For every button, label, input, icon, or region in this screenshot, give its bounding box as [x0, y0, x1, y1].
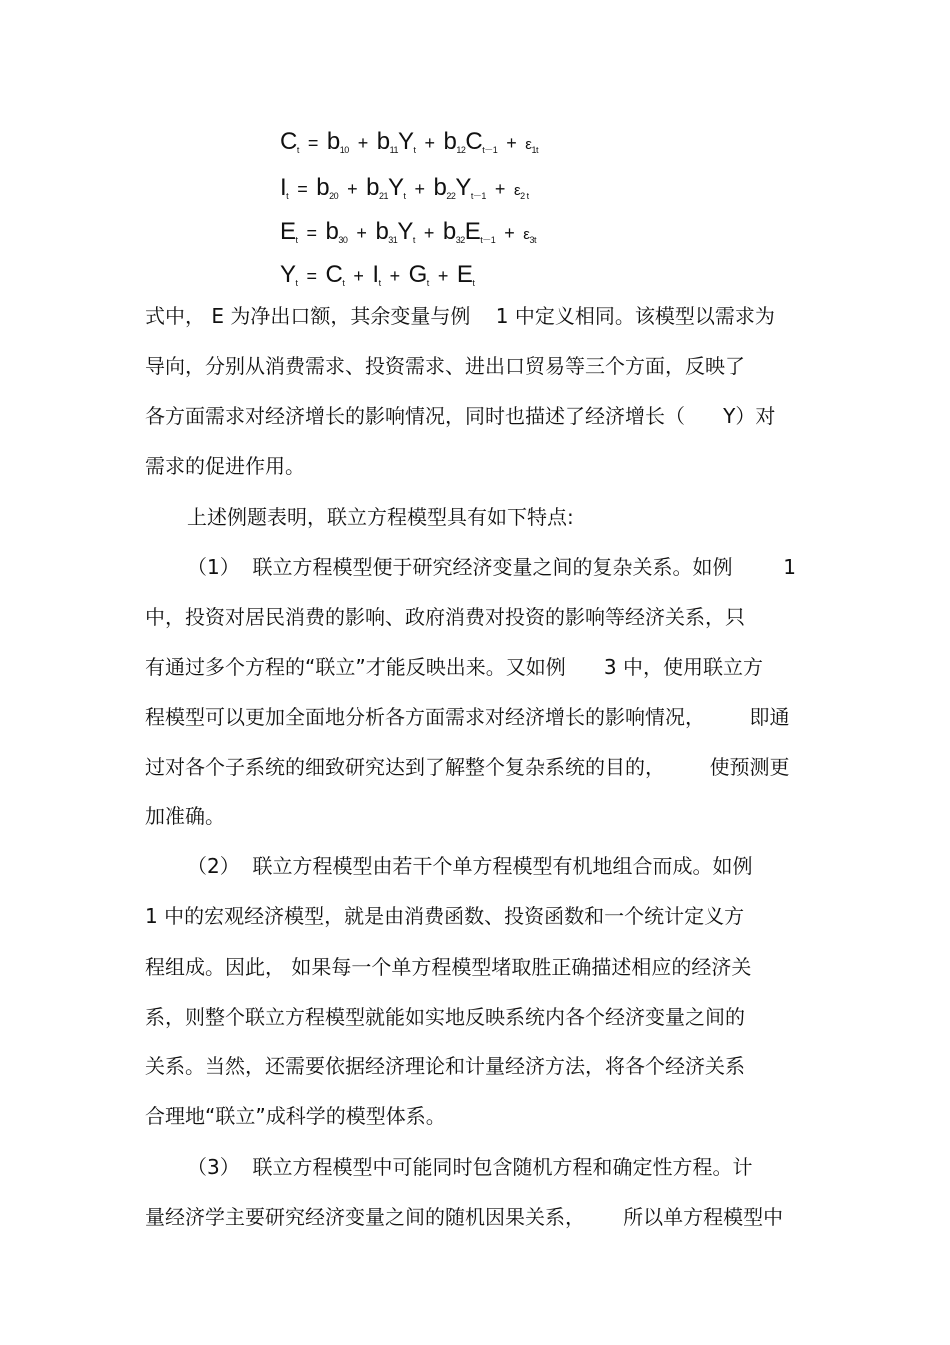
- text-line: 各方面需求对经济增长的影响情况，同时也描述了经济增长（ Y）对: [145, 404, 776, 428]
- variable-subscript: t－1: [480, 235, 496, 245]
- plus-sign: +: [504, 223, 515, 243]
- coefficient-symbol: ε: [513, 182, 521, 199]
- plus-sign: +: [437, 266, 448, 286]
- plus-sign: +: [356, 223, 367, 243]
- coefficient-subscript: 20: [329, 191, 339, 201]
- equation-identity: [280, 263, 474, 288]
- text-line: 程模型可以更加全面地分析各方面需求对经济增长的影响情况， 即通: [145, 705, 790, 729]
- variable-subscript: t: [412, 235, 415, 245]
- coefficient-subscript: 2 t: [520, 191, 529, 201]
- variable-symbol: Y: [397, 218, 413, 245]
- coefficient-symbol: C: [325, 261, 343, 288]
- lhs-symbol: I: [280, 174, 287, 201]
- variable-subscript: t－1: [470, 191, 486, 201]
- plus-sign: +: [424, 133, 435, 153]
- text-line: 过对各个子系统的细致研究达到了解整个复杂系统的目的， 使预测更: [145, 755, 790, 779]
- coefficient-symbol: ε: [525, 136, 532, 153]
- plus-sign: +: [414, 179, 425, 199]
- plus-sign: +: [357, 133, 368, 153]
- plus-sign: +: [389, 266, 400, 286]
- coefficient-symbol: ε: [523, 226, 530, 243]
- coefficient-symbol: b: [433, 174, 447, 201]
- lhs-symbol: Y: [280, 261, 296, 288]
- coefficient-subscript: t: [378, 278, 381, 288]
- coefficient-subscript: 10: [339, 145, 349, 155]
- coefficient-subscript: 22: [446, 191, 456, 201]
- coefficient-symbol: E: [456, 261, 473, 288]
- text-line: 关系。当然，还需要依据经济理论和计量经济方法，将各个经济关系: [145, 1054, 745, 1078]
- variable-symbol: Y: [387, 174, 404, 201]
- coefficient-symbol: G: [408, 261, 427, 288]
- variable-symbol: Y: [397, 128, 414, 155]
- text-line: 加准确。: [145, 804, 225, 828]
- coefficient-subscript: 1t: [531, 145, 538, 155]
- equation-consumption: [280, 130, 538, 155]
- plus-sign: +: [423, 223, 434, 243]
- variable-symbol: E: [464, 218, 481, 245]
- coefficient-symbol: b: [376, 128, 390, 155]
- equals-sign: =: [297, 179, 308, 199]
- coefficient-symbol: b: [325, 218, 339, 245]
- coefficient-subscript: 3t: [529, 235, 536, 245]
- text-line: 系，则整个联立方程模型就能如实地反映系统内各个经济变量之间的: [145, 1005, 745, 1029]
- text-line: 有通过多个方程的“联立”才能反映出来。又如例 3 中，使用联立方: [145, 655, 763, 679]
- variable-symbol: C: [465, 128, 483, 155]
- equals-sign: =: [306, 266, 317, 286]
- equals-sign: =: [306, 223, 317, 243]
- plus-sign: +: [353, 266, 364, 286]
- text-line: （3） 联立方程模型中可能同时包含随机方程和确定性方程。计: [187, 1155, 753, 1179]
- text-line: 式中， E 为净出口额，其余变量与例 1 中定义相同。该模型以需求为: [145, 304, 775, 328]
- variable-subscript: t: [413, 145, 416, 155]
- coefficient-subscript: t: [426, 278, 429, 288]
- coefficient-symbol: I: [372, 261, 379, 288]
- coefficient-symbol: b: [443, 128, 457, 155]
- variable-symbol: Y: [455, 174, 471, 201]
- coefficient-subscript: 30: [338, 235, 348, 245]
- plus-sign: +: [347, 179, 358, 199]
- lhs-subscript: t: [286, 191, 289, 201]
- coefficient-subscript: t: [342, 278, 345, 288]
- equation-net-export: [280, 220, 536, 245]
- text-line: 需求的促进作用。: [145, 454, 305, 478]
- lhs-subscript: t: [295, 235, 298, 245]
- text-line: 中，投资对居民消费的影响、政府消费对投资的影响等经济关系，只: [145, 605, 745, 629]
- lhs-symbol: C: [280, 128, 297, 155]
- lhs-subscript: t: [295, 278, 298, 288]
- variable-subscript: t: [403, 191, 406, 201]
- equation-investment: [280, 176, 529, 201]
- lhs-symbol: E: [280, 218, 296, 245]
- coefficient-symbol: b: [442, 218, 456, 245]
- coefficient-symbol: b: [375, 218, 389, 245]
- variable-subscript: t－1: [482, 145, 498, 155]
- text-line: 导向，分别从消费需求、投资需求、进出口贸易等三个方面，反映了: [145, 354, 745, 378]
- text-line: 1 中的宏观经济模型，就是由消费函数、投资函数和一个统计定义方: [145, 904, 745, 928]
- coefficient-subscript: 12: [456, 145, 466, 155]
- coefficient-symbol: b: [316, 174, 330, 201]
- equals-sign: =: [307, 133, 318, 153]
- coefficient-symbol: b: [366, 174, 379, 201]
- text-line: 量经济学主要研究经济变量之间的随机因果关系， 所以单方程模型中: [145, 1205, 784, 1229]
- coefficient-subscript: t: [472, 278, 475, 288]
- coefficient-symbol: b: [326, 128, 340, 155]
- coefficient-subscript: 32: [455, 235, 465, 245]
- text-line: （2） 联立方程模型由若干个单方程模型有机地组合而成。如例: [187, 854, 753, 878]
- text-line: 合理地“联立”成科学的模型体系。: [145, 1104, 446, 1128]
- text-line: （1） 联立方程模型便于研究经济变量之间的复杂关系。如例 1: [187, 555, 797, 579]
- text-line: 程组成。因此， 如果每一个单方程模型堵取胜正确描述相应的经济关: [145, 955, 752, 979]
- coefficient-subscript: 21: [378, 191, 388, 201]
- plus-sign: +: [494, 179, 505, 199]
- text-line: 上述例题表明，联立方程模型具有如下特点:: [187, 505, 574, 529]
- coefficient-subscript: 31: [388, 235, 398, 245]
- lhs-subscript: t: [296, 145, 299, 155]
- plus-sign: +: [506, 133, 517, 153]
- coefficient-subscript: 11: [389, 145, 398, 155]
